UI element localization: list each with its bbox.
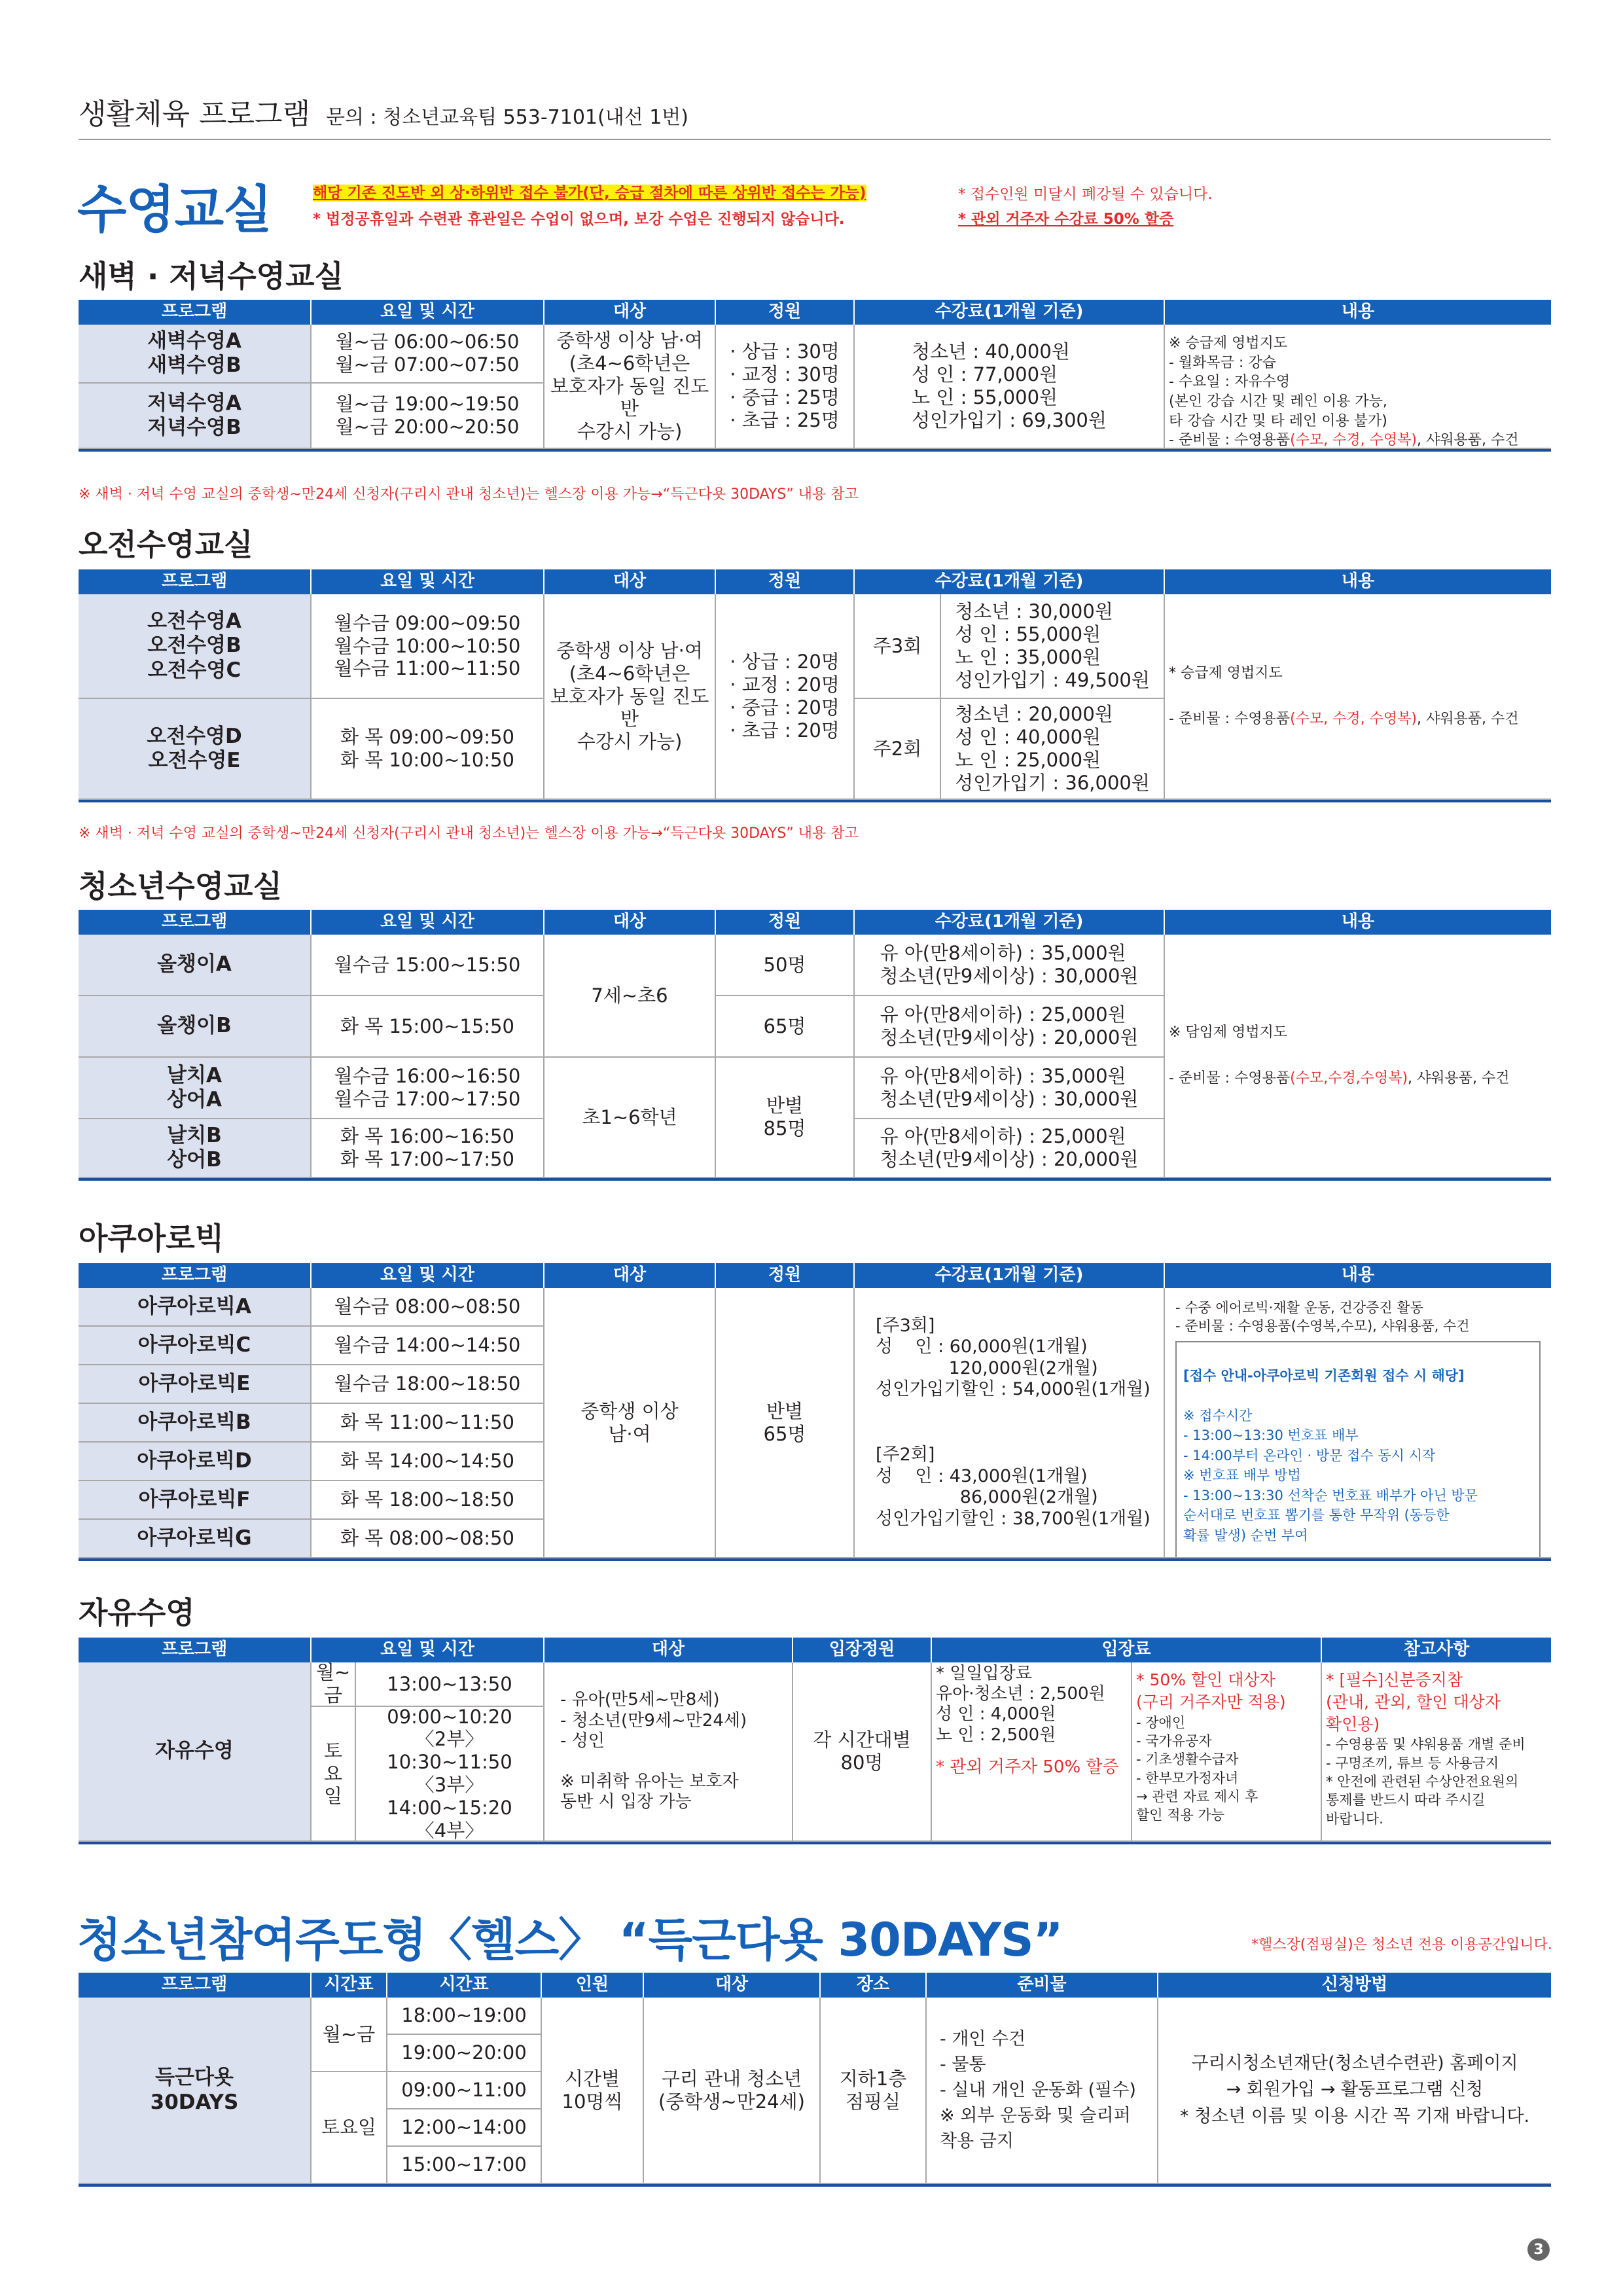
notice-cancel: * 접수인원 미달시 폐강될 수 있습니다. bbox=[958, 186, 1213, 203]
content-red: (수모, 수경, 수영복) bbox=[1290, 432, 1418, 449]
youth-section-title: 청소년수영교실 bbox=[79, 869, 283, 904]
free-section-title: 자유수영 bbox=[79, 1595, 195, 1630]
time-cell: 15:00~17:00 bbox=[387, 2147, 542, 2184]
program-cell: 아쿠아로빅D bbox=[79, 1443, 312, 1481]
fee-cell: 유 아(만8세이하) : 25,000원 청소년(만9세이상) : 20,000원 bbox=[855, 996, 1165, 1058]
col-time: 요일 및 시간 bbox=[312, 910, 544, 935]
col-fee: 수강료(1개월 기준) bbox=[855, 910, 1165, 935]
time-cell: 19:00~20:00 bbox=[387, 2035, 542, 2072]
content-cell bbox=[1165, 594, 1551, 800]
time-cell: 13:00~13:50 bbox=[356, 1662, 544, 1707]
program-cell: 자유수영 bbox=[79, 1662, 312, 1842]
box-title: [접수 안내-아쿠아로빅 기존회원 접수 시 해당] bbox=[1183, 1368, 1465, 1384]
program-cell: 아쿠아로빅F bbox=[79, 1481, 312, 1520]
dawn-section-title: 새벽 · 저녁수영교실 bbox=[79, 259, 344, 294]
col-target: 대상 bbox=[544, 300, 716, 325]
program-cell: 새벽수영A 새벽수영B bbox=[79, 325, 312, 384]
fee-text: 성 인 : 43,000원(1개월) 86,000원(2개월) 성인가입기할인 : 38,700원(1개월) bbox=[876, 1465, 1150, 1529]
program-cell: 아쿠아로빅B bbox=[79, 1404, 312, 1443]
ref-list: - 수영용품 및 샤워용품 개별 준비 - 구명조끼, 튜브 등 사용금지 * 안전에 관련된 수상안전요원의 통제를 반드시 따라 주시길 바랍니다. bbox=[1326, 1736, 1525, 1827]
time-cell: 18:00~19:00 bbox=[387, 1998, 542, 2035]
time-cell: 월~금 06:00~06:50 월~금 07:00~07:50 bbox=[312, 325, 544, 384]
col-fee: 입장료 bbox=[932, 1638, 1322, 1662]
col-program: 프로그램 bbox=[79, 1973, 312, 1998]
fee-cell: 청소년 : 30,000원 성 인 : 55,000원 노 인 : 35,000원 성인가입기 : 49,500원 bbox=[941, 594, 1165, 699]
content-end: , 샤워용품, 수건 bbox=[1408, 1070, 1510, 1086]
col-time: 요일 및 시간 bbox=[312, 300, 544, 325]
swim-title: 수영교실 bbox=[77, 181, 272, 240]
day-cell: 월~금 bbox=[312, 1998, 387, 2072]
content-cell bbox=[1165, 325, 1551, 449]
target-cell: 중학생 이상 남·여 (초4~6학년은 보호자가 동일 진도반 수강시 가능) bbox=[544, 325, 716, 449]
target-cell: 초1~6학년 bbox=[544, 1058, 716, 1178]
col-program: 프로그램 bbox=[79, 910, 312, 935]
program-cell: 날치A 상어A bbox=[79, 1058, 312, 1119]
time-cell: 화 목 09:00~09:50 화 목 10:00~10:50 bbox=[312, 699, 544, 800]
program-cell: 아쿠아로빅G bbox=[79, 1520, 312, 1558]
time-cell: 월수금 14:00~14:50 bbox=[312, 1327, 544, 1365]
time-cell: 화 목 14:00~14:50 bbox=[312, 1443, 544, 1481]
people-cell: 시간별 10명씩 bbox=[542, 1998, 644, 2184]
target-cell: 중학생 이상 남·여 bbox=[544, 1288, 716, 1558]
time-cell: 12:00~14:00 bbox=[387, 2109, 542, 2147]
program-cell: 득근다욧 30DAYS bbox=[79, 1998, 312, 2184]
capacity-cell: · 상급 : 20명 · 교정 : 20명 · 중급 : 20명 · 초급 : 20명 bbox=[716, 594, 855, 800]
capacity-cell: 각 시간대별 80명 bbox=[793, 1662, 932, 1842]
col-program: 프로그램 bbox=[79, 569, 312, 594]
target-cell: 7세~초6 bbox=[544, 935, 716, 1058]
time-cell: 월수금 15:00~15:50 bbox=[312, 935, 544, 996]
header-divider bbox=[79, 139, 1551, 140]
morning-section-title: 오전수영교실 bbox=[79, 527, 253, 562]
youth-table bbox=[79, 910, 1551, 1181]
time-cell: 화 목 18:00~18:50 bbox=[312, 1481, 544, 1520]
col-content: 내용 bbox=[1165, 300, 1551, 325]
gym-note: *헬스장(점핑실)은 청소년 전용 이용공간입니다. bbox=[1251, 1937, 1552, 1953]
notice-surcharge: * 관외 거주자 수강료 50% 할증 bbox=[958, 211, 1174, 228]
capacity-cell: 반별 85명 bbox=[716, 1058, 855, 1178]
fee-cell: 청소년 : 20,000원 성 인 : 40,000원 노 인 : 25,000원 성인가입기 : 36,000원 bbox=[941, 699, 1165, 800]
col-schedule: 시간표 bbox=[387, 1973, 542, 1998]
fee-surcharge: * 관외 거주자 50% 할증 bbox=[936, 1757, 1119, 1777]
col-time: 요일 및 시간 bbox=[312, 1638, 544, 1662]
time-cell: 화 목 16:00~16:50 화 목 17:00~17:50 bbox=[312, 1119, 544, 1178]
time-cell: 월수금 18:00~18:50 bbox=[312, 1365, 544, 1404]
col-capacity: 입장정원 bbox=[793, 1638, 932, 1662]
time-cell: 09:00~11:00 bbox=[387, 2072, 542, 2109]
notice-transfer: 해당 기존 진도반 외 상·하위반 접수 불가(단, 승급 절차에 따른 상위반 접수는 가능) bbox=[313, 185, 866, 202]
col-capacity: 정원 bbox=[716, 569, 855, 594]
capacity-cell: 50명 bbox=[716, 935, 855, 996]
content-text: * 승급제 영법지도 bbox=[1169, 665, 1283, 682]
col-content: 내용 bbox=[1165, 569, 1551, 594]
col-fee: 수강료(1개월 기준) bbox=[855, 1263, 1165, 1288]
content-red: (수모, 수경, 수영복) bbox=[1290, 711, 1418, 727]
aqua-table bbox=[79, 1263, 1551, 1561]
col-time: 요일 및 시간 bbox=[312, 569, 544, 594]
morning-table bbox=[79, 569, 1551, 802]
col-capacity: 정원 bbox=[716, 1263, 855, 1288]
page-number: 3 bbox=[1527, 2238, 1550, 2261]
content-red: (수모,수경,수영복) bbox=[1290, 1070, 1408, 1086]
fee-text: 성 인 : 60,000원(1개월) 120,000원(2개월) 성인가입기할인 : 54,000원(1개월) bbox=[876, 1336, 1150, 1400]
time-cell: 09:00~10:20 〈2부〉10:30~11:50 〈3부〉14:00~15:20 〈4부〉 bbox=[356, 1707, 544, 1842]
col-place: 장소 bbox=[821, 1973, 927, 1998]
col-target: 대상 bbox=[544, 910, 716, 935]
supplies-cell: - 개인 수건 - 물통 - 실내 개인 운동화 (필수) ※ 외부 운동화 및 슬리퍼 착용 금지 bbox=[927, 1998, 1158, 2184]
program-cell: 올챙이B bbox=[79, 996, 312, 1058]
content-end: , 샤워용품, 수건 bbox=[1417, 432, 1519, 449]
fee-cell bbox=[932, 1662, 1132, 1842]
col-target: 대상 bbox=[544, 1638, 793, 1662]
day-cell: 월~금 bbox=[312, 1662, 356, 1707]
fee-cell: 유 아(만8세이하) : 35,000원 청소년(만9세이상) : 30,000원 bbox=[855, 1058, 1165, 1119]
content-end: , 샤워용품, 수건 bbox=[1417, 711, 1519, 727]
fee-cell: 유 아(만8세이하) : 35,000원 청소년(만9세이상) : 30,000원 bbox=[855, 935, 1165, 996]
col-capacity: 정원 bbox=[716, 300, 855, 325]
page-title: 생활체육 프로그램 bbox=[79, 98, 311, 131]
capacity-cell: · 상급 : 30명 · 교정 : 30명 · 중급 : 25명 · 초급 : 25명 bbox=[716, 325, 855, 449]
target-cell: 구리 관내 청소년 (중학생~만24세) bbox=[644, 1998, 821, 2184]
program-cell: 아쿠아로빅C bbox=[79, 1327, 312, 1365]
fee-label: 주2회 bbox=[855, 699, 941, 800]
fee-label: [주3회] bbox=[876, 1315, 935, 1336]
capacity-cell: 65명 bbox=[716, 996, 855, 1058]
program-cell: 날치B 상어B bbox=[79, 1119, 312, 1178]
program-cell: 아쿠아로빅A bbox=[79, 1288, 312, 1327]
col-target: 대상 bbox=[544, 1263, 716, 1288]
col-schedule: 시간표 bbox=[312, 1973, 387, 1998]
col-content: 내용 bbox=[1165, 1263, 1551, 1288]
col-target: 대상 bbox=[644, 1973, 821, 1998]
col-people: 인원 bbox=[542, 1973, 644, 1998]
program-cell: 오전수영A 오전수영B 오전수영C bbox=[79, 594, 312, 699]
aqua-notice-box bbox=[1175, 1341, 1541, 1558]
col-supplies: 준비물 bbox=[927, 1973, 1158, 1998]
target-cell: - 유아(만5세~만8세) - 청소년(만9세~만24세) - 성인 ※ 미취학 유아는 보호자 동반 시 입장 가능 bbox=[544, 1662, 793, 1842]
fee-label: [주2회] bbox=[876, 1444, 935, 1465]
ref-cell bbox=[1322, 1662, 1551, 1842]
program-cell: 올챙이A bbox=[79, 935, 312, 996]
content-cell bbox=[1165, 1288, 1551, 1558]
ref-required: * [필수]신분증지참 (관내, 관외, 할인 대상자 확인용) bbox=[1326, 1670, 1501, 1734]
program-cell: 오전수영D 오전수영E bbox=[79, 699, 312, 800]
box-body: ※ 접수시간 - 13:00~13:30 번호표 배부 - 14:00부터 온라인 · 방문 접수 동시 시작 ※ 번호표 배부 방법 - 13:00~13:30 선착순 번호표 배부가 아닌 방문 순서대로 번호표 뽑기를 통한 무작위 (동등한 확률 발생) 순번 부여 bbox=[1183, 1408, 1478, 1543]
col-content: 내용 bbox=[1165, 910, 1551, 935]
free-table bbox=[79, 1638, 1551, 1844]
dawn-note: ※ 새벽 · 저녁 수영 교실의 중학생~만24세 신청자(구리시 관내 청소년)는 헬스장 이용 가능→“득근다욧 30DAYS” 내용 참고 bbox=[79, 486, 859, 503]
fee-cell bbox=[855, 1288, 1165, 1558]
notice-holiday: * 법정공휴일과 수련관 휴관일은 수업이 없으며, 보강 수업은 진행되지 않습니다. bbox=[313, 211, 845, 228]
fee-cell: 유 아(만8세이하) : 25,000원 청소년(만9세이상) : 20,000원 bbox=[855, 1119, 1165, 1178]
capacity-cell: 반별 65명 bbox=[716, 1288, 855, 1558]
content-text: - 준비물 : 수영용품 bbox=[1169, 711, 1291, 727]
time-cell: 화 목 08:00~08:50 bbox=[312, 1520, 544, 1558]
fee-label: 주3회 bbox=[855, 594, 941, 699]
time-cell: 월수금 16:00~16:50 월수금 17:00~17:50 bbox=[312, 1058, 544, 1119]
contact-info: 문의 : 청소년교육팀 553-7101(내선 1번) bbox=[326, 106, 688, 129]
time-cell: 월~금 19:00~19:50 월~금 20:00~20:50 bbox=[312, 384, 544, 449]
dawn-table bbox=[79, 300, 1551, 452]
discount-cell bbox=[1132, 1662, 1322, 1842]
morning-note: ※ 새벽 · 저녁 수영 교실의 중학생~만24세 신청자(구리시 관내 청소년)는 헬스장 이용 가능→“득근다욧 30DAYS” 내용 참고 bbox=[79, 825, 859, 842]
time-cell: 화 목 15:00~15:50 bbox=[312, 996, 544, 1058]
col-program: 프로그램 bbox=[79, 1638, 312, 1662]
col-time: 요일 및 시간 bbox=[312, 1263, 544, 1288]
col-ref: 참고사항 bbox=[1322, 1638, 1551, 1662]
col-fee: 수강료(1개월 기준) bbox=[855, 569, 1165, 594]
gym-title: 청소년참여주도형〈헬스〉 “득근다욧 30DAYS” bbox=[77, 1913, 1063, 1967]
col-program: 프로그램 bbox=[79, 300, 312, 325]
discount-target: * 50% 할인 대상자 (구리 거주자만 적용) bbox=[1136, 1670, 1286, 1712]
day-cell: 토요일 bbox=[312, 2072, 387, 2184]
program-cell: 아쿠아로빅E bbox=[79, 1365, 312, 1404]
col-apply: 신청방법 bbox=[1158, 1973, 1551, 1998]
day-cell: 토 요 일 bbox=[312, 1707, 356, 1842]
time-cell: 화 목 11:00~11:50 bbox=[312, 1404, 544, 1443]
apply-cell: 구리시청소년재단(청소년수련관) 홈페이지 → 회원가입 → 활동프로그램 신청 * 청소년 이름 및 이용 시간 꼭 기재 바랍니다. bbox=[1158, 1998, 1551, 2184]
content-text: ※ 승급제 영법지도 - 월화목금 : 강습 - 수요일 : 자유수영 (본인 강습 시간 및 레인 이용 가능, 타 강습 시간 및 타 레인 이용 불가) - 준비물 : 수영용품 bbox=[1169, 335, 1387, 449]
fee-cell: 청소년 : 40,000원 성 인 : 77,000원 노 인 : 55,000원 성인가입기 : 69,300원 bbox=[855, 325, 1165, 449]
content-text: - 준비물 : 수영용품 bbox=[1169, 1070, 1291, 1086]
col-program: 프로그램 bbox=[79, 1263, 312, 1288]
content-text: - 수중 에어로빅·재활 운동, 건강증진 활동 - 준비물 : 수영용품(수영복,수모), 샤워용품, 수건 bbox=[1175, 1300, 1470, 1335]
col-capacity: 정원 bbox=[716, 910, 855, 935]
time-cell: 월수금 09:00~09:50 월수금 10:00~10:50 월수금 11:00~11:50 bbox=[312, 594, 544, 699]
time-cell: 월수금 08:00~08:50 bbox=[312, 1288, 544, 1327]
discount-list: - 장애인 - 국가유공자 - 기초생활수급자 - 한부모가정자녀 → 관련 자료 제시 후 할인 적용 가능 bbox=[1136, 1714, 1258, 1823]
fee-text: * 일일입장료 유아·청소년 : 2,500원 성 인 : 4,000원 노 인 : 2,500원 bbox=[936, 1664, 1105, 1745]
col-fee: 수강료(1개월 기준) bbox=[855, 300, 1165, 325]
content-cell bbox=[1165, 935, 1551, 1178]
content-text: ※ 담임제 영법지도 bbox=[1169, 1024, 1288, 1041]
col-target: 대상 bbox=[544, 569, 716, 594]
program-cell: 저녁수영A 저녁수영B bbox=[79, 384, 312, 449]
gym-table bbox=[79, 1973, 1551, 2187]
aqua-section-title: 아쿠아로빅 bbox=[79, 1221, 224, 1256]
page-header bbox=[79, 90, 688, 132]
place-cell: 지하1층 점핑실 bbox=[821, 1998, 927, 2184]
target-cell: 중학생 이상 남·여 (초4~6학년은 보호자가 동일 진도반 수강시 가능) bbox=[544, 594, 716, 800]
